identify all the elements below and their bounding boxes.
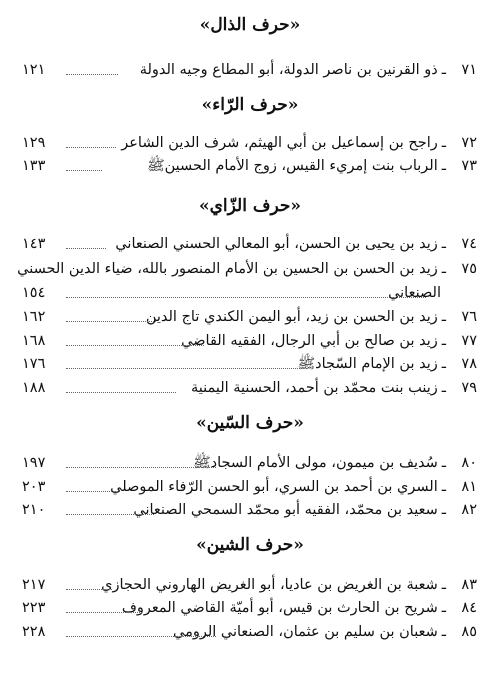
index-entry-continuation [22,282,477,304]
dot-leader [66,147,116,148]
entry-name: سعيد بن محمّد، الفقيه أبو محمّد السمحي الصنعاني [133,502,438,518]
entry-page-number: ١٩٧ [22,455,46,471]
entry-name: زينب بنت محمّد بن أحمد، الحسنية اليمنية [190,380,438,396]
entry-page-number: ٢١٧ [22,577,46,593]
section-heading-ra: «حرف الرّاء» [201,95,299,115]
entry-dash: ـ [441,261,446,277]
dot-leader [66,321,156,322]
entry-number: ٧٨ [461,356,477,372]
entry-page-number: ١٥٤ [22,285,46,301]
entry-dash: ـ [441,455,446,471]
entry-page-number: ٢٠٣ [22,479,46,495]
entry-name: الرباب بنت إمريء القيس، زوج الأمام الحسينﷺ [147,158,438,174]
entry-name: زيد بن صالح بن أبي الرجال، الفقيه القاضي [181,333,438,349]
entry-number: ٨٠ [461,455,477,471]
entry-name: ذو القرنين بن ناصر الدولة، أبو المطاع وجيه الدولة [139,62,438,78]
index-entry [22,233,477,255]
entry-dash: ـ [441,309,446,325]
dot-leader [66,589,112,590]
entry-name: السري بن أحمد بن السري، أبو الحسن الرّفاء الموصلي [110,479,438,495]
index-entry [22,499,477,521]
index-entry [22,377,477,399]
index-entry [17,258,477,280]
dot-leader [66,514,154,515]
index-entry [22,353,477,375]
entry-name: زيد بن الحسن بن الحسين بن الأمام المنصور بالله، ضياء الدين الحسني [17,261,438,277]
entry-name: زيد بن الحسن بن زيد، أبو اليمن الكندي تاج الدين [145,309,438,325]
entry-page-number: ١٣٣ [22,158,46,174]
entry-dash: ـ [441,600,446,616]
entry-number: ٧٤ [461,236,477,252]
entry-page-number: ١٤٣ [22,236,46,252]
entry-name: زيد بن الإمام السّجادﷺ [297,356,438,372]
dot-leader [66,297,426,298]
section-heading-zay: «حرف الزّاي» [199,196,301,216]
index-entry [22,330,477,352]
dot-leader [66,368,302,369]
dot-leader [66,467,216,468]
index-entry [22,574,477,596]
entry-name: شعبة بن الغريض بن عاديا، أبو الغريض الهاروني الحجازي [101,577,438,593]
entry-dash: ـ [441,236,446,252]
index-entry [22,621,477,643]
entry-page-number: ١٦٨ [22,333,46,349]
section-heading-shin: «حرف الشين» [196,535,304,555]
dot-leader [66,392,176,393]
index-entry [22,476,477,498]
entry-page-number: ١٨٨ [22,380,46,396]
entry-name: شعبان بن سليم بن عثمان، الصنعاني الرومي [172,624,438,640]
entry-dash: ـ [441,624,446,640]
entry-number: ٨١ [461,479,477,495]
entry-page-number: ١٢١ [22,62,46,78]
entry-page-number: ٢٢٣ [22,600,46,616]
entry-number: ٧٦ [461,309,477,325]
entry-number: ٧٩ [461,380,477,396]
entry-page-number: ١٦٢ [22,309,46,325]
dot-leader [66,248,106,249]
entry-dash: ـ [441,158,446,174]
dot-leader [66,636,216,637]
entry-number: ٧٢ [461,135,477,151]
entry-dash: ـ [441,577,446,593]
entry-number: ٨٣ [461,577,477,593]
entry-number: ٧٥ [461,261,477,277]
entry-dash: ـ [441,135,446,151]
entry-name: راجح بن إسماعيل بن أبي الهيثم، شرف الدين الشاعر [121,135,438,151]
index-entry [22,132,477,154]
entry-page-number: ١٧٦ [22,356,46,372]
entry-number: ٧٣ [461,158,477,174]
entry-page-number: ١٢٩ [22,135,46,151]
entry-name: سُديف بن ميمون، مولى الأمام السجادﷺ [193,455,438,471]
entry-number: ٨٥ [461,624,477,640]
entry-name-continuation: الصنعاني [388,285,441,301]
entry-page-number: ٢٢٨ [22,624,46,640]
dot-leader [66,74,118,75]
entry-number: ٨٤ [461,600,477,616]
entry-number: ٧٧ [461,333,477,349]
entry-dash: ـ [441,502,446,518]
entry-name: زيد بن يحيى بن الحسن، أبو المعالي الحسني الصنعاني [115,236,438,252]
section-heading-sin: «حرف السّين» [196,413,304,433]
entry-name: شريح بن الحارث بن قيس، أبو أميّة القاضي المعروف [121,600,438,616]
section-heading-dhal: «حرف الذال» [199,15,301,35]
entry-dash: ـ [441,380,446,396]
entry-dash: ـ [441,333,446,349]
dot-leader [66,612,142,613]
index-entry [22,597,477,619]
entry-number: ٨٢ [461,502,477,518]
entry-page-number: ٢١٠ [22,502,46,518]
entry-dash: ـ [441,356,446,372]
index-entry [22,155,477,177]
dot-leader [66,345,204,346]
index-entry [22,59,477,81]
index-entry [22,306,477,328]
index-entry [22,452,477,474]
dot-leader [66,170,102,171]
dot-leader [66,491,120,492]
entry-number: ٧١ [461,62,477,78]
entry-dash: ـ [441,479,446,495]
entry-dash: ـ [441,62,446,78]
